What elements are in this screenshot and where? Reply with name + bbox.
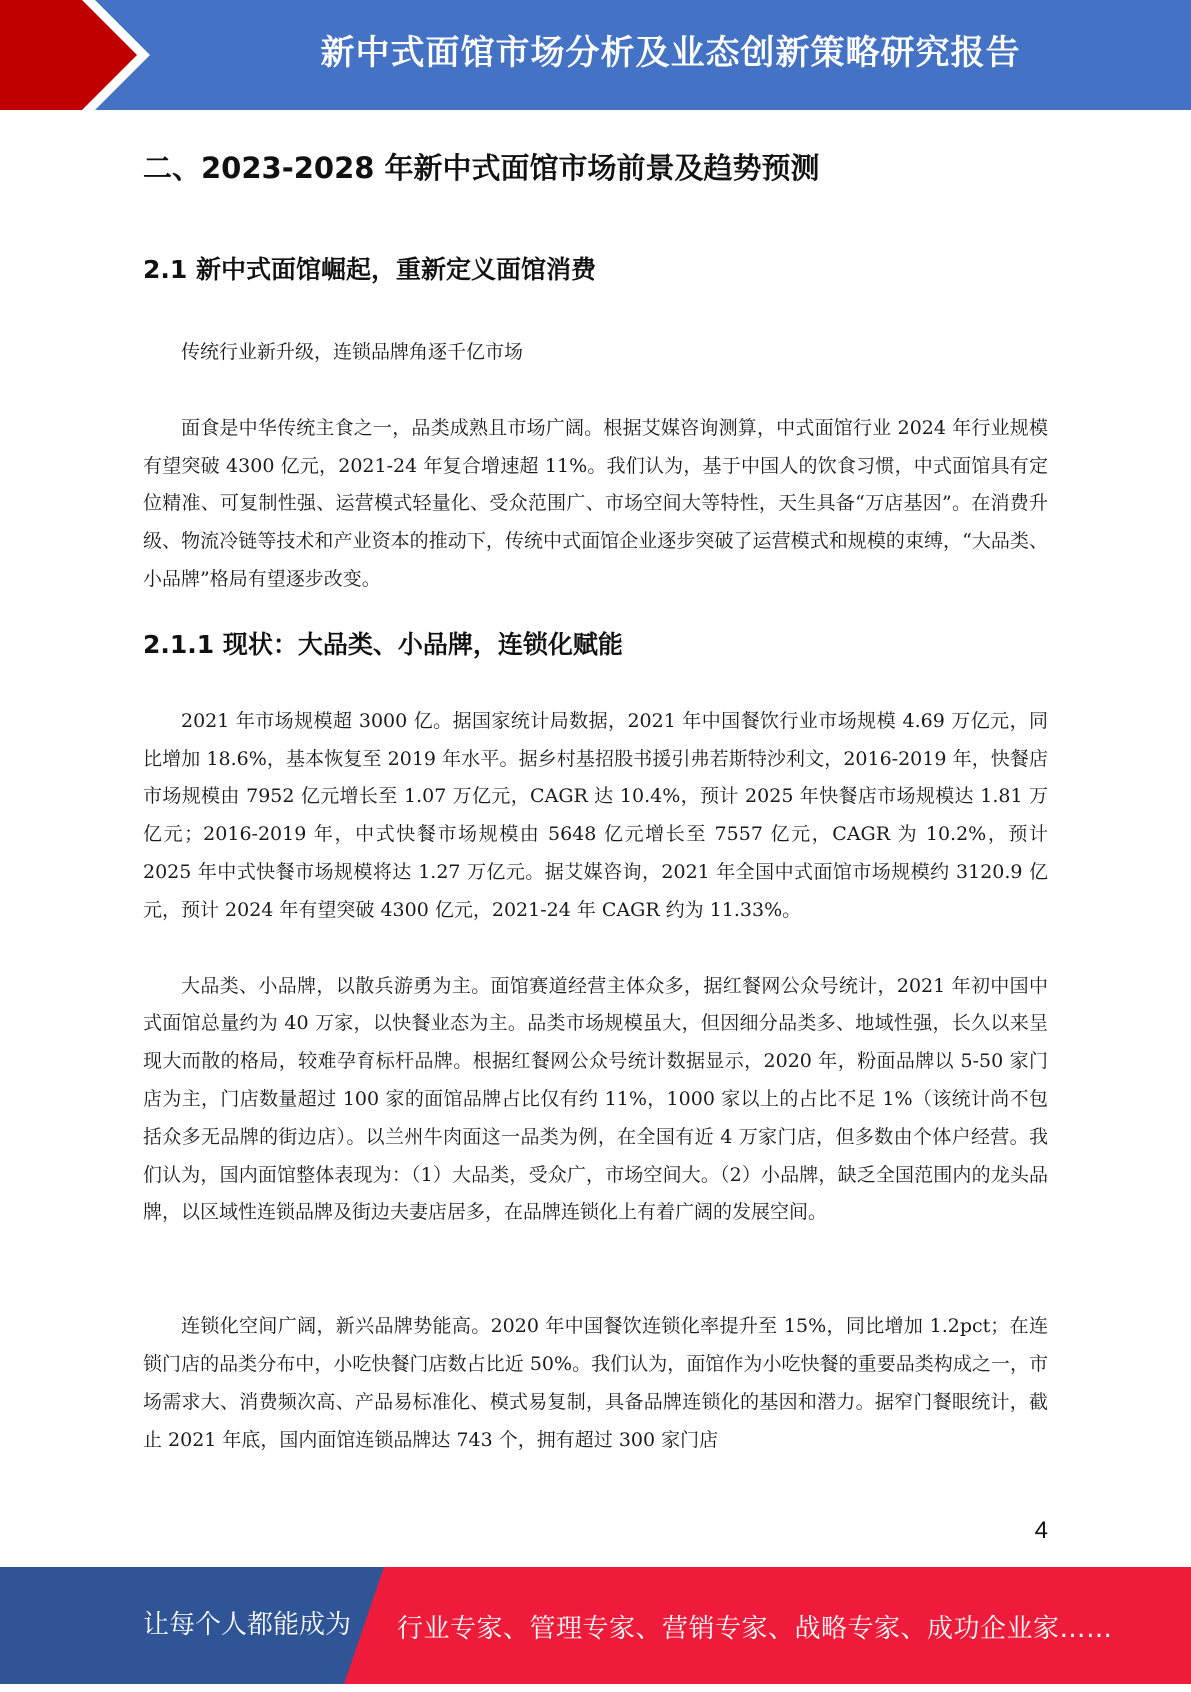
- paragraph-chain-expansion: 连锁化空间广阔，新兴品牌势能高。2020 年中国餐饮连锁化率提升至 15%，同比增加 1.2pct；在连锁门店的品类分布中，小吃快餐门店数占比近 50%。我们认为，面馆作为小吃快餐的重要品类构成之一，市场需求大、消费频次高、产品易标准化、模式易复制，具备品牌连锁化的基因和潜力。据窄门餐眼统计，截止 2021 年底，国内面馆连锁品牌达 743 个，拥有超过 300 家门店: [143, 1315, 1048, 1451]
- page-footer: [0, 1567, 1191, 1684]
- document-body: [143, 130, 1048, 1459]
- page-number: 4: [1034, 1517, 1048, 1544]
- page-header: [0, 0, 1191, 110]
- subsection-heading-2-1-1: 2.1.1 现状：大品类、小品牌，连锁化赋能: [143, 629, 623, 659]
- report-title: 新中式面馆市场分析及业态创新策略研究报告: [320, 33, 1021, 73]
- paragraph-market-size: 2021 年市场规模超 3000 亿。据国家统计局数据，2021 年中国餐饮行业市场规模 4.69 万亿元，同比增加 18.6%，基本恢复至 2019 年水平。据乡村基招股书援引弗若斯特沙利文，2016-2019 年，快餐店市场规模由 7952 亿元增长至 1.07 万亿元，CAGR 达 10.4%，预计 2025 年快餐店市场规模达 1.81 万亿元；2016-2019 年，中式快餐市场规模由 5648 亿元增长至 7557 亿元，CAGR 为 10.2%，预计 2025 年中式快餐市场规模将达 1.27 万亿元。据艾媒咨询，2021 年全国中式面馆市场规模约 3120.9 亿元，预计 2024 年有望突破 4300 亿元，2021-24 年 CAGR 约为 11.33%。: [143, 709, 1048, 921]
- paragraph-category-brand: 大品类、小品牌，以散兵游勇为主。面馆赛道经营主体众多，据红餐网公众号统计，2021 年初中国中式面馆总量约为 40 万家，以快餐业态为主。品类市场规模虽大，但因细分品类多、地域性强，长久以来呈现大而散的格局，较难孕育标杆品牌。根据红餐网公众号统计数据显示，2020 年，粉面品牌以 5-50 家门店为主，门店数量超过 100 家的面馆品牌占比仅有约 11%，1000 家以上的占比不足 1%（该统计尚不包括众多无品牌的街边店）。以兰州牛肉面这一品类为例，在全国有近 4 万家门店，但多数由个体户经营。我们认为，国内面馆整体表现为：（1）大品类，受众广，市场空间大。（2）小品牌，缺乏全国范围内的龙头品牌，以区域性连锁品牌及街边夫妻店居多，在品牌连锁化上有着广阔的发展空间。: [143, 974, 1048, 1224]
- subsection-heading-2-1: 2.1 新中式面馆崛起，重新定义面馆消费: [143, 255, 596, 284]
- footer-slogan-left: 让每个人都能成为: [143, 1610, 352, 1640]
- subsection-lead-text: 传统行业新升级，连锁品牌角逐千亿市场: [181, 341, 524, 363]
- footer-slogan-right: 行业专家、管理专家、营销专家、战略专家、成功企业家……: [397, 1614, 1113, 1644]
- paragraph-market-overview: 面食是中华传统主食之一，品类成熟且市场广阔。根据艾媒咨询测算，中式面馆行业 2024 年行业规模有望突破 4300 亿元，2021-24 年复合增速超 11%。我们认为，基于中国人的饮食习惯，中式面馆具有定位精准、可复制性强、运营模式轻量化、受众范围广、市场空间大等特性，天生具备“万店基因”。在消费升级、物流冷链等技术和产业资本的推动下，传统中式面馆企业逐步突破了运营模式和规模的束缚，“大品类、小品牌”格局有望逐步改变。: [143, 416, 1048, 590]
- section-heading: 二、2023-2028 年新中式面馆市场前景及趋势预测: [143, 151, 820, 185]
